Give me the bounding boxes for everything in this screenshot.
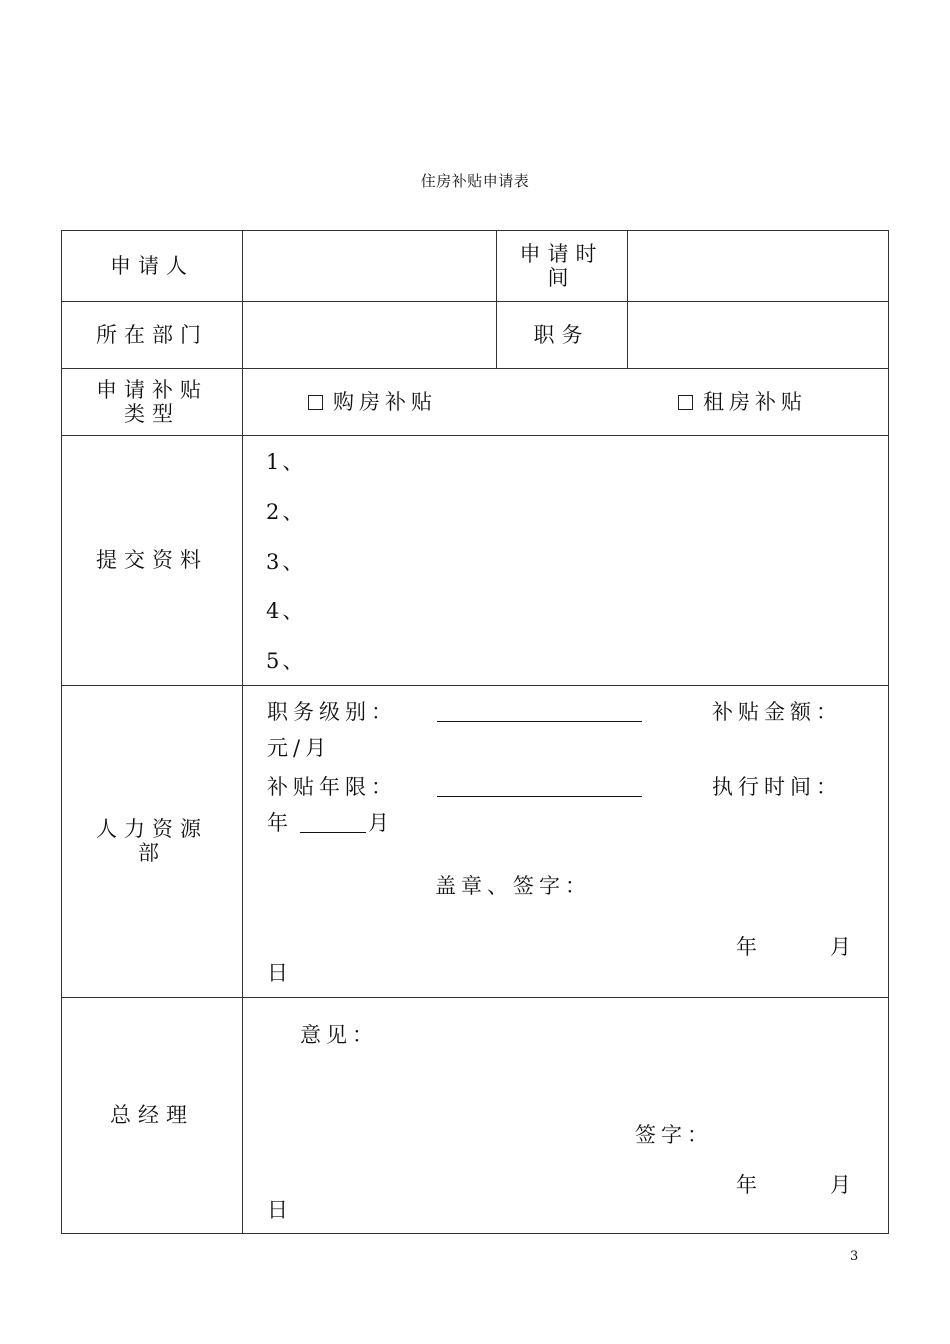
exec-year-label: 年 xyxy=(267,811,293,835)
column-divider xyxy=(242,231,243,1233)
purchase-subsidy-option[interactable] xyxy=(308,389,437,415)
subsidy-type-label-line2: 类型 xyxy=(124,401,180,426)
job-level-label: 职务级别： xyxy=(267,700,397,724)
hr-label-line1: 人力资源 xyxy=(96,817,208,841)
position-field[interactable] xyxy=(635,307,881,362)
hr-date-year: 年 xyxy=(736,935,762,959)
purchase-subsidy-label: 购房补贴 xyxy=(333,390,437,414)
purchase-subsidy-checkbox[interactable] xyxy=(308,395,323,410)
position-label: 职务 xyxy=(533,322,590,347)
exec-year-blank[interactable] xyxy=(300,832,366,833)
applicant-field[interactable] xyxy=(250,237,488,295)
rent-subsidy-checkbox[interactable] xyxy=(678,395,693,410)
department-label: 所在部门 xyxy=(96,322,208,347)
rent-subsidy-option[interactable] xyxy=(678,389,807,415)
years-blank[interactable] xyxy=(437,796,642,797)
rent-subsidy-label: 租房补贴 xyxy=(703,390,807,414)
job-level-blank[interactable] xyxy=(437,721,642,722)
hr-label-line2: 部 xyxy=(138,841,166,865)
subsidy-type-label-line1: 申请补贴 xyxy=(96,377,208,402)
amount-label: 补贴金额： xyxy=(712,700,842,724)
materials-label: 提交资料 xyxy=(96,548,208,572)
apply-time-label xyxy=(496,231,627,301)
hr-date-month: 月 xyxy=(830,935,856,959)
exec-month-label: 月 xyxy=(368,811,394,835)
applicant-label: 申请人 xyxy=(110,254,194,278)
materials-item: 5、 xyxy=(266,649,307,673)
page-title: 住房补贴申请表 xyxy=(420,172,530,190)
hr-department-label xyxy=(62,685,242,997)
materials-item: 4、 xyxy=(266,599,307,623)
general-manager-label: 总经理 xyxy=(110,1103,194,1127)
amount-unit: 元/月 xyxy=(267,736,332,760)
exec-time-label: 执行时间： xyxy=(712,775,842,799)
stamp-sign-label: 盖章、签字： xyxy=(435,874,591,898)
gm-date-year: 年 xyxy=(736,1173,762,1197)
apply-time-label-line2: 间 xyxy=(547,266,576,290)
materials-item: 3、 xyxy=(266,550,307,574)
materials-item: 1、 xyxy=(266,450,307,474)
years-label: 补贴年限： xyxy=(267,775,397,799)
column-divider xyxy=(627,231,628,368)
application-form-table xyxy=(61,230,889,1234)
hr-date-day: 日 xyxy=(267,961,293,985)
gm-date-day: 日 xyxy=(267,1198,293,1222)
apply-time-field[interactable] xyxy=(635,237,881,295)
subsidy-type-label xyxy=(62,368,242,435)
gm-sign-label: 签字： xyxy=(635,1123,713,1147)
opinion-label: 意见： xyxy=(300,1023,378,1047)
apply-time-label-line1: 申请时 xyxy=(519,242,604,266)
materials-item: 2、 xyxy=(266,500,307,524)
department-field[interactable] xyxy=(250,307,488,362)
gm-date-month: 月 xyxy=(830,1173,856,1197)
page-number: 3 xyxy=(850,1249,859,1264)
